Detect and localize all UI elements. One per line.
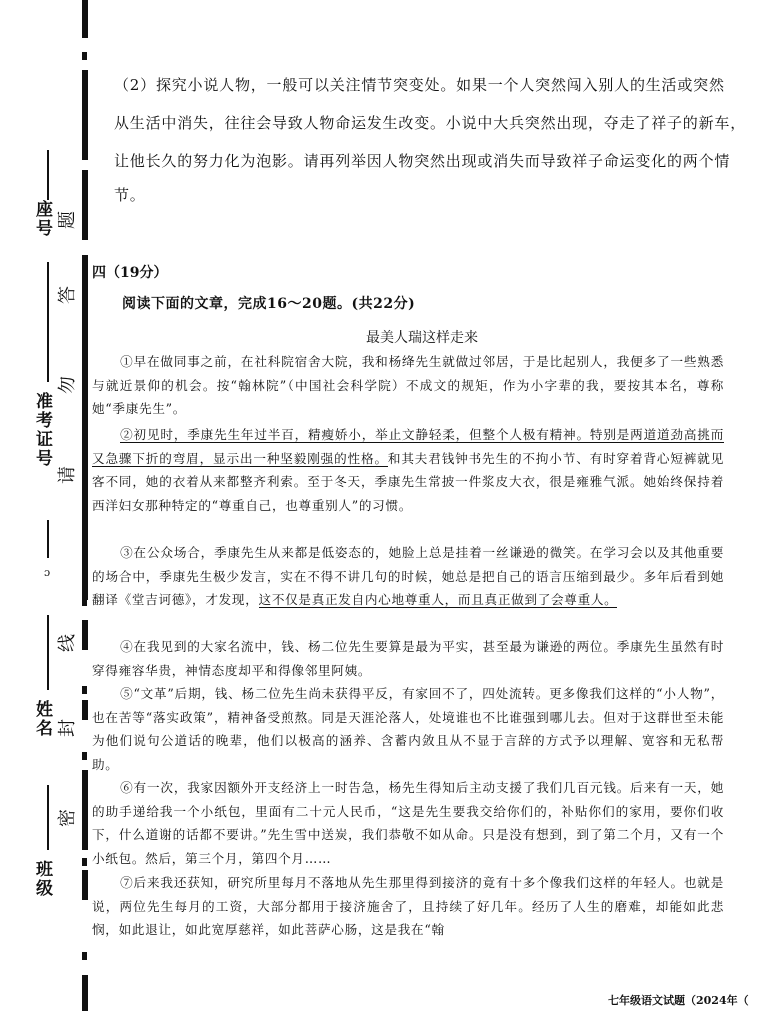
margin-rule — [82, 70, 88, 160]
paragraph-6: ⑥有一次，我家因额外开支经济上一时告急，杨先生得知后主动支援了我们几百元钱。后来有一天，她的助手递给我一个小纸包，里面有二十元人民币，“这是先生要我交给你们的，补贴你们的家用，要你们收下，什么道谢的话都不要讲。”先生雪中送炭，我们恭敬不如从命。只是没有想到，到了第二个月，又有一个小纸包。然后，第三个月，第四个月…… — [92, 780, 724, 866]
registration-mark — [82, 686, 87, 694]
seat-number-blank — [47, 150, 49, 200]
paragraph-7: ⑦后来我还获知，研究所里每月不落地从先生那里得到接济的竟有十多个像我们这样的年轻人。也就是说，两位先生每月的工资，大部分都用于接济施舍了，且持续了好几年。经历了人生的磨难，却能如此悲悯，如此退让，如此宽厚慈祥，如此菩萨心肠，这是我在“翰 — [92, 875, 724, 937]
margin-rule — [82, 975, 88, 1011]
stray-mark: ɔ — [44, 566, 51, 579]
registration-mark — [82, 498, 87, 506]
seal-char-ti: 题 — [57, 211, 78, 229]
registration-mark — [82, 752, 87, 760]
paragraph-1: ①早在做同事之前，在社科院宿舍大院，我和杨绛先生就做过邻居，于是比起别人，我便多了一些熟悉与就近景仰的机会。按“翰林院”（中国社会科学院）不成文的规矩，作为小字辈的我，要按其本名，尊称她“季康先生”。 — [92, 354, 724, 416]
reading-instruction: 阅读下面的文章，完成16～20题。(共22分) — [122, 296, 416, 312]
registration-mark — [82, 858, 87, 866]
margin-rule — [82, 170, 88, 240]
separator-line — [47, 520, 49, 558]
seat-number-label: 座号 — [32, 200, 52, 238]
registration-mark — [82, 52, 87, 60]
section-heading: 四（19分） — [92, 265, 168, 281]
registration-mark — [82, 952, 87, 960]
underlined-sentence: ②初见时，季康先生年过半百，精瘦娇小，举止文静轻柔，但整个人极有精神。特别是两道道劲高挑而又急骤下折的弯眉，显示出一种坚毅刚强的性格。 — [92, 427, 724, 466]
seal-char-mi: 密 — [57, 809, 78, 827]
article-title: 最美人瑞这样走来 — [366, 330, 478, 346]
margin-rule — [82, 870, 88, 900]
question-line: （2）探究小说人物，一般可以关注情节突变处。如果一个人突然闯入别人的生活或突然 — [114, 76, 725, 94]
margin-rule — [82, 0, 88, 38]
exam-id-label: 准考证号 — [32, 392, 52, 468]
seal-char-xian: 线 — [57, 634, 78, 652]
seal-char-feng: 封 — [57, 719, 78, 737]
registration-mark — [82, 598, 87, 606]
question-line: 从生活中消失，往往会导致人物命运发生改变。小说中大兵突然出现，夺走了祥子的新车， — [114, 114, 747, 132]
paragraph-4: ④在我见到的大家名流中，钱、杨二位先生要算是最为平实，甚至最为谦逊的两位。季康先生虽然有时穿得雍容华贵，神情态度却平和得像邻里阿姨。 — [92, 639, 724, 678]
question-line: 让他长久的努力化为泡影。请再列举因人物突然出现或消失而导致祥子命运变化的两个情 — [114, 152, 731, 170]
exam-id-blank — [47, 262, 49, 382]
page-footer: 七年级语文试题（2024年（ — [608, 994, 749, 1007]
name-label: 姓名 — [32, 700, 52, 738]
margin-rule — [82, 620, 88, 650]
name-blank — [47, 615, 49, 690]
underlined-sentence: 这不仅是真正发自内心地尊重人，而且真正做到了会尊重人。 — [258, 592, 618, 607]
registration-mark — [82, 522, 87, 530]
seal-char-qing: 请 — [57, 466, 78, 484]
margin-rule — [82, 700, 88, 720]
paragraph-3: ③在公众场合，季康先生从来都是低姿态的，她脸上总是挂着一丝谦逊的微笑。在学习会以及其他重要的场合中，季康先生极少发言，实在不得不讲几句的时候，她总是把自己的语言压缩到最少。多年后看到她翻译《堂吉诃德》，才发现，这不仅是真正发自内心地尊重人，而且真正做到了会尊重人。 — [92, 545, 724, 607]
class-label: 班级 — [32, 860, 52, 898]
margin-rule — [82, 770, 88, 850]
paragraph-5: ⑤“文革”后期，钱、杨二位先生尚未获得平反，有家回不了，四处流转。更多像我们这样的“小人物”，也在苦等“落实政策”，精神备受煎熬。同是天涯沦落人，处境谁也不比谁强到哪儿去。但对于这群世至未能为他们说句公道话的晚辈，他们以极高的涵养、含蓄内敛且从不显于言辞的方式予以理解、宽容和无私帮助。 — [92, 686, 724, 772]
class-blank — [47, 785, 49, 850]
seal-char-wu: 勿 — [57, 376, 78, 394]
question-line: 节。 — [114, 186, 146, 204]
seal-char-da: 答 — [57, 286, 78, 304]
margin-rule — [82, 255, 88, 600]
paragraph-2: ②初见时，季康先生年过半百，精瘦娇小，举止文静轻柔，但整个人极有精神。特别是两道道劲高挑而又急骤下折的弯眉，显示出一种坚毅刚强的性格。和其夫君钱钟书先生的不拘小节、有时穿着背心短裤就见客不同，她的衣着从来都整齐利索。至于冬天，季康先生常披一件浆皮大衣，很是雍雅气派。她始终保持着西洋妇女那种特定的“尊重自己，也尊重别人”的习惯。 — [92, 427, 724, 513]
